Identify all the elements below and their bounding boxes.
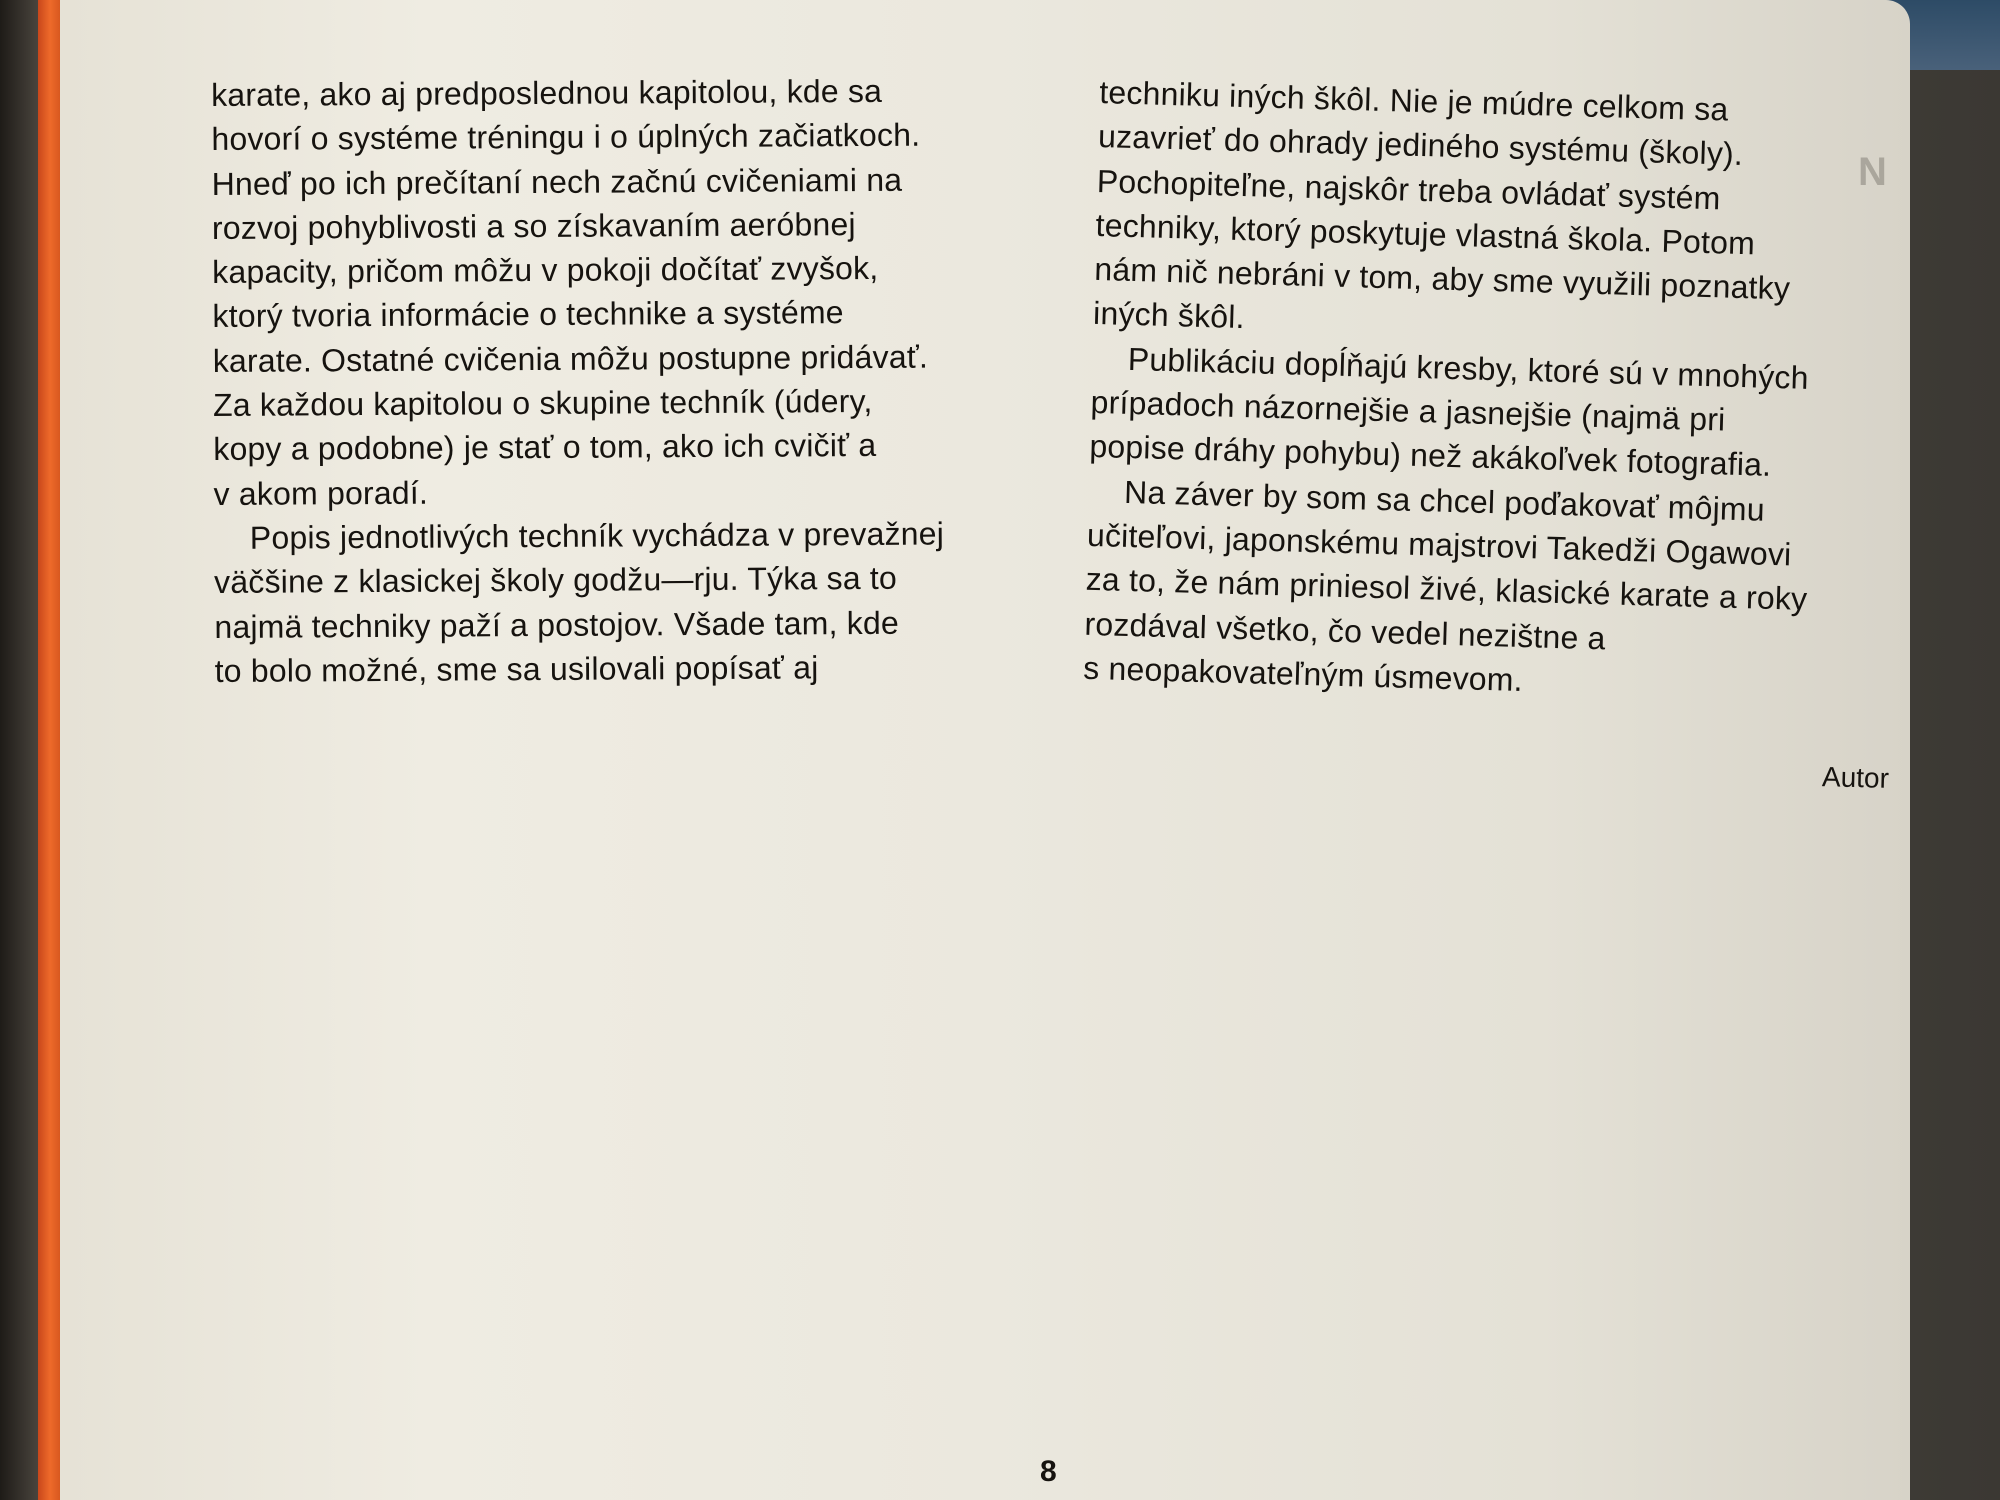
text-line: techniky, ktorý poskytuje vlastná škola. Potom xyxy=(1095,206,1756,262)
orange-spine xyxy=(38,0,60,1500)
text-line: hovorí o systéme tréningu i o úplných začiatkoch. xyxy=(211,116,921,158)
book-shadow xyxy=(0,0,40,1500)
text-line: s neopakovateľným úsmevom. xyxy=(1082,649,1524,698)
text-line: väčšine z klasickej školy godžu—rju. Týka sa to xyxy=(214,560,898,601)
right-text-column xyxy=(1083,70,1890,712)
text-line: ktorý tvoria informácie o technike a systéme xyxy=(212,294,844,335)
page-edge-mark: N xyxy=(1858,150,1887,194)
text-line: za to, že nám priniesol živé, klasické karate a roky xyxy=(1085,561,1808,618)
text-line: Za každou kapitolou o skupine techník (údery, xyxy=(212,383,873,424)
text-line: to bolo možné, sme sa usilovali popísať aj xyxy=(214,649,819,689)
text-line: kopy a podobne) je stať o tom, ako ich cvičiť a xyxy=(213,427,877,468)
paragraph-start-line: Publikáciu dopĺňajú kresby, ktoré sú v mnohých xyxy=(1127,340,1810,396)
text-line: Hneď po ich prečítaní nech začnú cvičeniami na xyxy=(211,161,903,202)
text-line: karate. Ostatné cvičenia môžu postupne pridávať. xyxy=(212,338,929,379)
text-line: iných škôl. xyxy=(1092,295,1246,336)
text-line: rozvoj pohyblivosti a so získavaním aeróbnej xyxy=(211,205,856,246)
text-line: uzavrieť do ohrady jediného systému (školy). xyxy=(1097,118,1744,173)
text-line: popise dráhy pohybu) než akákoľvek fotografia. xyxy=(1088,428,1772,484)
text-line: kapacity, pričom môžu v pokoji dočítať zvyšok, xyxy=(212,250,879,291)
paragraph-start-line: Popis jednotlivých techník vychádza v prevažnej xyxy=(249,515,945,556)
page-number: 8 xyxy=(1040,1455,1057,1488)
text-line: Pochopiteľne, najskôr treba ovládať systém xyxy=(1096,162,1722,216)
text-line: učiteľovi, japonskému majstrovi Takedži Ogawovi xyxy=(1086,516,1792,573)
text-line: prípadoch názornejšie a jasnejšie (najmä pri xyxy=(1090,383,1726,438)
text-line: techniku iných škôl. Nie je múdre celkom sa xyxy=(1098,73,1729,128)
author-signature: Autor xyxy=(1821,761,1890,794)
text-line: najmä techniky paží a postojov. Všade tam, kde xyxy=(214,604,900,645)
text-line: v akom poradí. xyxy=(213,474,429,512)
text-line: nám nič nebráni v tom, aby sme využili poznatky xyxy=(1093,251,1791,307)
text-line: rozdával všetko, čo vedel nezištne a xyxy=(1084,605,1607,656)
paragraph-start-line: Na záver by som sa chcel poďakovať môjmu xyxy=(1123,473,1766,528)
left-text-column xyxy=(211,68,1055,693)
text-line: karate, ako aj predposlednou kapitolou, kde sa xyxy=(211,72,883,113)
